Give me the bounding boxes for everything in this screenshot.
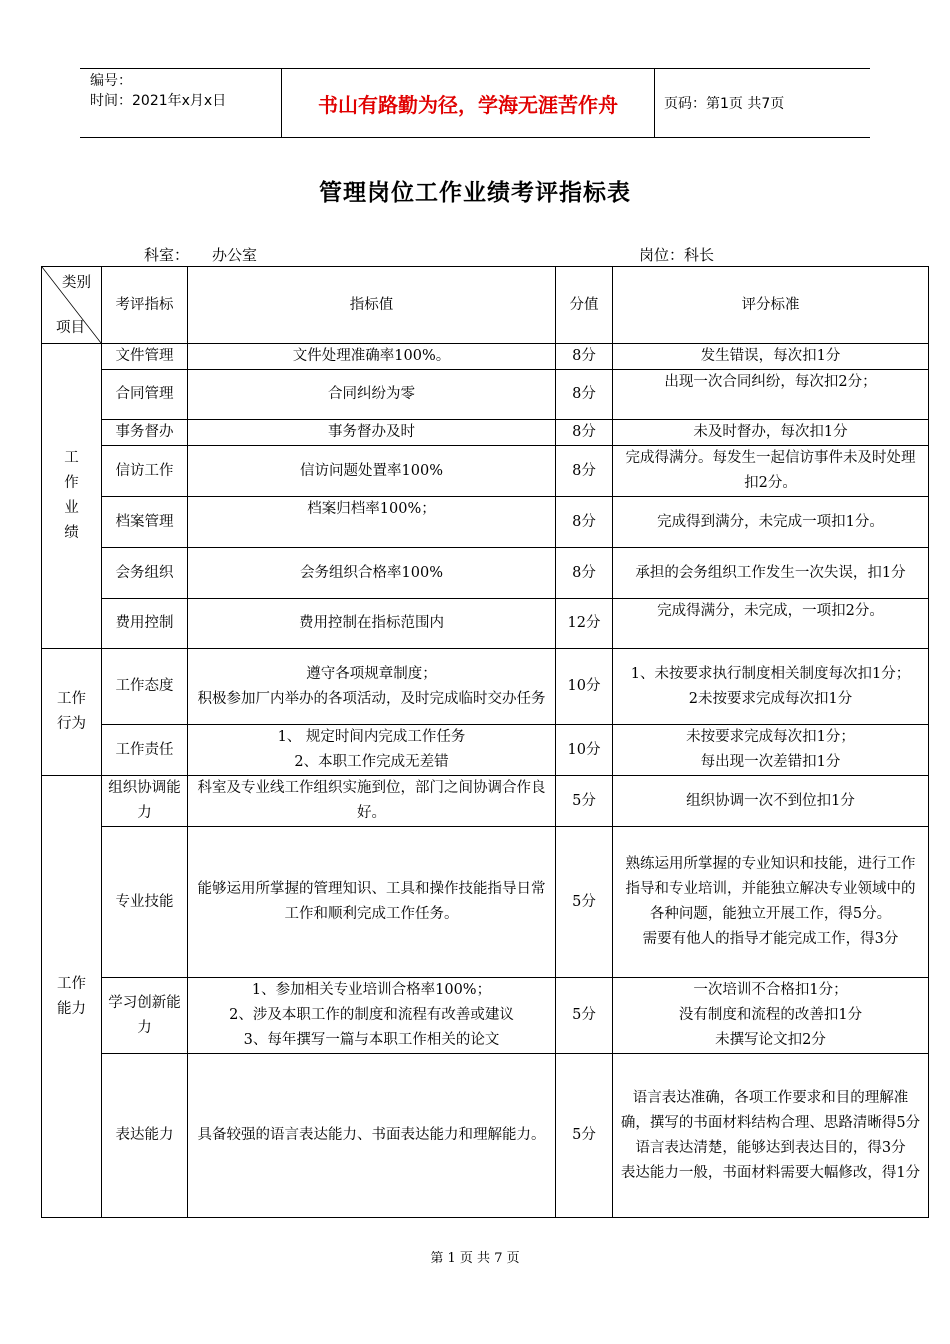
- number-label: 编号：: [90, 73, 132, 89]
- standard-cell: [613, 978, 929, 1054]
- cell-line: 需要有他人的指导才能完成工作，得3分: [642, 931, 899, 947]
- score-cell: 8分: [556, 370, 613, 420]
- table-row: [42, 599, 929, 649]
- score-cell: 8分: [556, 446, 613, 497]
- category-char: 绩: [64, 525, 79, 541]
- page-info: 页码：第1页 共7页: [664, 96, 785, 112]
- item-cell: 专业技能: [102, 827, 188, 978]
- value-cell: 费用控制在指标范围内: [188, 599, 556, 649]
- value-cell: [188, 978, 556, 1054]
- score-cell: 12分: [556, 599, 613, 649]
- cell-line: 一次培训不合格扣1分；: [693, 982, 848, 998]
- category-char: 工作: [57, 975, 86, 992]
- standard-cell: 未及时督办，每次扣1分: [613, 420, 929, 446]
- score-cell: 8分: [556, 497, 613, 548]
- document-title: 管理岗位工作业绩考评指标表: [319, 180, 631, 206]
- table-header-row: [42, 267, 929, 344]
- cell-line: 1、未按要求执行制度相关制度每次扣1分；: [630, 665, 911, 682]
- column-header-value: 指标值: [188, 267, 556, 344]
- value-cell: 合同纠纷为零: [188, 370, 556, 420]
- category-char: 行为: [57, 716, 86, 732]
- cell-line: 语言表达准确，各项工作要求和目的理解准确，撰写的书面材料结构合理、思路清晰得5分: [620, 1089, 921, 1131]
- score-cell: 5分: [556, 776, 613, 827]
- cell-line: 熟练运用所掌握的专业知识和技能，进行工作指导和专业培训，并能独立解决专业领域中的各种问题，能独立开展工作，得5分。: [625, 856, 916, 922]
- score-cell: 10分: [556, 649, 613, 725]
- table-row: [42, 978, 929, 1054]
- category-cell: [42, 649, 102, 776]
- date-label: 时间：2021年x月x日: [90, 93, 227, 109]
- item-cell: 档案管理: [102, 497, 188, 548]
- header-page-cell: [654, 69, 870, 137]
- header-info-cell: [80, 69, 282, 137]
- score-cell: 5分: [556, 1054, 613, 1218]
- cell-line: 表达能力一般，书面材料需要大幅修改，得1分: [620, 1164, 921, 1181]
- cell-line: 语言表达清楚，能够达到表达目的，得3分: [635, 1139, 906, 1156]
- cell-line: 2、涉及本职工作的制度和流程有改善或建议: [229, 1007, 514, 1023]
- cell-line: 每出现一次差错扣1分: [700, 754, 841, 770]
- score-cell: 5分: [556, 827, 613, 978]
- cell-line: 3、每年撰写一篇与本职工作相关的论文: [243, 1032, 500, 1048]
- standard-cell: 完成得满分。每发生一起信访事件未及时处理扣2分。: [613, 446, 929, 497]
- cell-line: 1、参加相关专业培训合格率100%；: [251, 982, 492, 998]
- table-row: [42, 420, 929, 446]
- score-cell: 8分: [556, 344, 613, 370]
- item-cell: 学习创新能力: [102, 978, 188, 1054]
- category-char: 能力: [57, 1000, 86, 1017]
- column-header-standard: 评分标准: [613, 267, 929, 344]
- cell-line: 积极参加厂内举办的各项活动，及时完成临时交办任务: [197, 690, 546, 707]
- table-row: [42, 446, 929, 497]
- score-cell: 8分: [556, 420, 613, 446]
- item-cell: 文件管理: [102, 344, 188, 370]
- standard-cell: 组织协调一次不到位扣1分: [613, 776, 929, 827]
- motto-text: 书山有路勤为径，学海无涯苦作舟: [318, 92, 618, 117]
- standard-cell: [613, 725, 929, 776]
- header-motto-cell: [282, 69, 655, 137]
- item-cell: 工作责任: [102, 725, 188, 776]
- table-row: [42, 1054, 929, 1218]
- table-row: [42, 776, 929, 827]
- standard-cell: 完成得到满分，未完成一项扣1分。: [613, 497, 929, 548]
- standard-cell: 承担的会务组织工作发生一次失误，扣1分: [613, 548, 929, 599]
- value-cell: 信访问题处置率100%: [188, 446, 556, 497]
- score-cell: 10分: [556, 725, 613, 776]
- table-row: [42, 370, 929, 420]
- cell-line: 未按要求完成每次扣1分；: [686, 729, 855, 745]
- item-cell: 事务督办: [102, 420, 188, 446]
- dept-label: 科室：: [144, 246, 190, 264]
- table-row: [42, 725, 929, 776]
- corner-top-label: 类别: [62, 275, 91, 291]
- item-cell: 费用控制: [102, 599, 188, 649]
- item-cell: 合同管理: [102, 370, 188, 420]
- item-cell: 工作态度: [102, 649, 188, 725]
- category-char: 作: [64, 475, 79, 491]
- cell-line: 1、 规定时间内完成工作任务: [277, 729, 466, 745]
- table-row: [42, 548, 929, 599]
- table-row: [42, 827, 929, 978]
- standard-cell: [613, 1054, 929, 1218]
- item-cell: 会务组织: [102, 548, 188, 599]
- value-cell: 事务督办及时: [188, 420, 556, 446]
- item-cell: 信访工作: [102, 446, 188, 497]
- dept-value: 办公室: [212, 246, 258, 264]
- score-cell: 8分: [556, 548, 613, 599]
- standard-cell: 完成得满分，未完成，一项扣2分。: [613, 599, 929, 649]
- score-cell: 5分: [556, 978, 613, 1054]
- cell-line: 没有制度和流程的改善扣1分: [678, 1007, 863, 1023]
- standard-cell: 出现一次合同纠纷，每次扣2分；: [613, 370, 929, 420]
- post-label: 岗位：科长: [639, 246, 715, 264]
- cell-line: 2未按要求完成每次扣1分: [688, 690, 853, 707]
- value-cell: 科室及专业线工作组织实施到位，部门之间协调合作良好。: [188, 776, 556, 827]
- value-cell: 文件处理准确率100%。: [188, 344, 556, 370]
- standard-cell: [613, 649, 929, 725]
- table-row: [42, 344, 929, 370]
- corner-bottom-label: 项目: [56, 320, 85, 336]
- value-cell: 能够运用所掌握的管理知识、工具和操作技能指导日常工作和顺利完成工作任务。: [188, 827, 556, 978]
- category-char: 业: [64, 500, 79, 516]
- item-cell: 组织协调能力: [102, 776, 188, 827]
- value-cell: 具备较强的语言表达能力、书面表达能力和理解能力。: [188, 1054, 556, 1218]
- column-header-item: 考评指标: [102, 267, 188, 344]
- standard-cell: 发生错误，每次扣1分: [613, 344, 929, 370]
- table-row: [42, 497, 929, 548]
- value-cell: [188, 649, 556, 725]
- standard-cell: [613, 827, 929, 978]
- evaluation-table: [41, 266, 929, 1218]
- page-footer: 第 1 页 共 7 页: [430, 1251, 520, 1266]
- category-cell: [42, 344, 102, 649]
- column-header-score: 分值: [556, 267, 613, 344]
- value-cell: 档案归档率100%；: [188, 497, 556, 548]
- value-cell: 会务组织合格率100%: [188, 548, 556, 599]
- cell-line: 2、本职工作完成无差错: [294, 754, 449, 770]
- value-cell: [188, 725, 556, 776]
- cell-line: 未撰写论文扣2分: [715, 1032, 826, 1048]
- item-cell: 表达能力: [102, 1054, 188, 1218]
- table-row: [42, 649, 929, 725]
- cell-line: 遵守各项规章制度；: [306, 665, 437, 682]
- page-header: [80, 68, 870, 138]
- category-char: 工作: [57, 691, 86, 707]
- category-char: 工: [64, 450, 79, 466]
- category-cell: [42, 776, 102, 1218]
- corner-cell: [42, 267, 102, 344]
